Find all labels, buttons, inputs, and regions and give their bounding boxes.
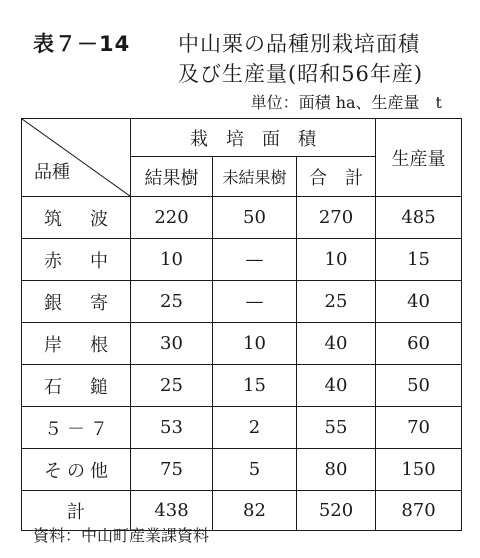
variety-name: 筑 波 — [22, 197, 131, 239]
nonbearing-area: — — [213, 281, 297, 323]
bearing-area: 25 — [131, 365, 213, 407]
nonbearing-area: 5 — [213, 449, 297, 491]
table-row — [22, 239, 462, 281]
total-label: 計 — [22, 491, 131, 531]
production: 15 — [376, 239, 462, 281]
bearing-area: 220 — [131, 197, 213, 239]
cultivation-table — [21, 118, 462, 531]
total-area: 10 — [297, 239, 376, 281]
total-area: 55 — [297, 407, 376, 449]
production: 40 — [376, 281, 462, 323]
bearing-area: 30 — [131, 323, 213, 365]
production: 150 — [376, 449, 462, 491]
total-nonbearing: 82 — [213, 491, 297, 531]
table-row — [22, 281, 462, 323]
table-title: 中山栗の品種別栽培面積 — [178, 32, 420, 56]
units-note: 単位：面積 ha、生産量 t — [250, 93, 442, 112]
production: 485 — [376, 197, 462, 239]
table-row — [22, 323, 462, 365]
table-row — [22, 407, 462, 449]
total-area: 25 — [297, 281, 376, 323]
production-header: 生産量 — [376, 119, 462, 197]
production: 70 — [376, 407, 462, 449]
nonbearing-area: 50 — [213, 197, 297, 239]
total-bearing: 438 — [131, 491, 213, 531]
total-production: 870 — [376, 491, 462, 531]
variety-name: ５－７ — [22, 407, 131, 449]
production: 50 — [376, 365, 462, 407]
total-area: 80 — [297, 449, 376, 491]
bearing-area: 75 — [131, 449, 213, 491]
corner-header-cell — [22, 119, 131, 197]
total-area: 520 — [297, 491, 376, 531]
nonbearing-area: 10 — [213, 323, 297, 365]
cultivation-area-header: 栽 培 面 積 — [131, 119, 376, 157]
total-area: 40 — [297, 365, 376, 407]
nonbearing-trees-header: 未結果樹 — [213, 157, 297, 197]
bearing-trees-header: 結果樹 — [131, 157, 213, 197]
bearing-area: 53 — [131, 407, 213, 449]
source-note: 資料：中山町産業課資料 — [33, 526, 210, 545]
bearing-area: 10 — [131, 239, 213, 281]
total-area: 270 — [297, 197, 376, 239]
bearing-area: 25 — [131, 281, 213, 323]
variety-name: その他 — [22, 449, 131, 491]
table-row — [22, 365, 462, 407]
table-number: 表７－14 — [33, 32, 131, 56]
table-row — [22, 197, 462, 239]
total-area: 40 — [297, 323, 376, 365]
variety-header: 品種 — [34, 162, 70, 183]
variety-name: 銀 寄 — [22, 281, 131, 323]
table-subtitle: 及び生産量(昭和56年産) — [178, 62, 424, 86]
nonbearing-area: — — [213, 239, 297, 281]
table-row — [22, 449, 462, 491]
nonbearing-area: 15 — [213, 365, 297, 407]
nonbearing-area: 2 — [213, 407, 297, 449]
subtotal-header: 合 計 — [297, 157, 376, 197]
production: 60 — [376, 323, 462, 365]
variety-name: 岸 根 — [22, 323, 131, 365]
variety-name: 赤 中 — [22, 239, 131, 281]
variety-name: 石 鎚 — [22, 365, 131, 407]
